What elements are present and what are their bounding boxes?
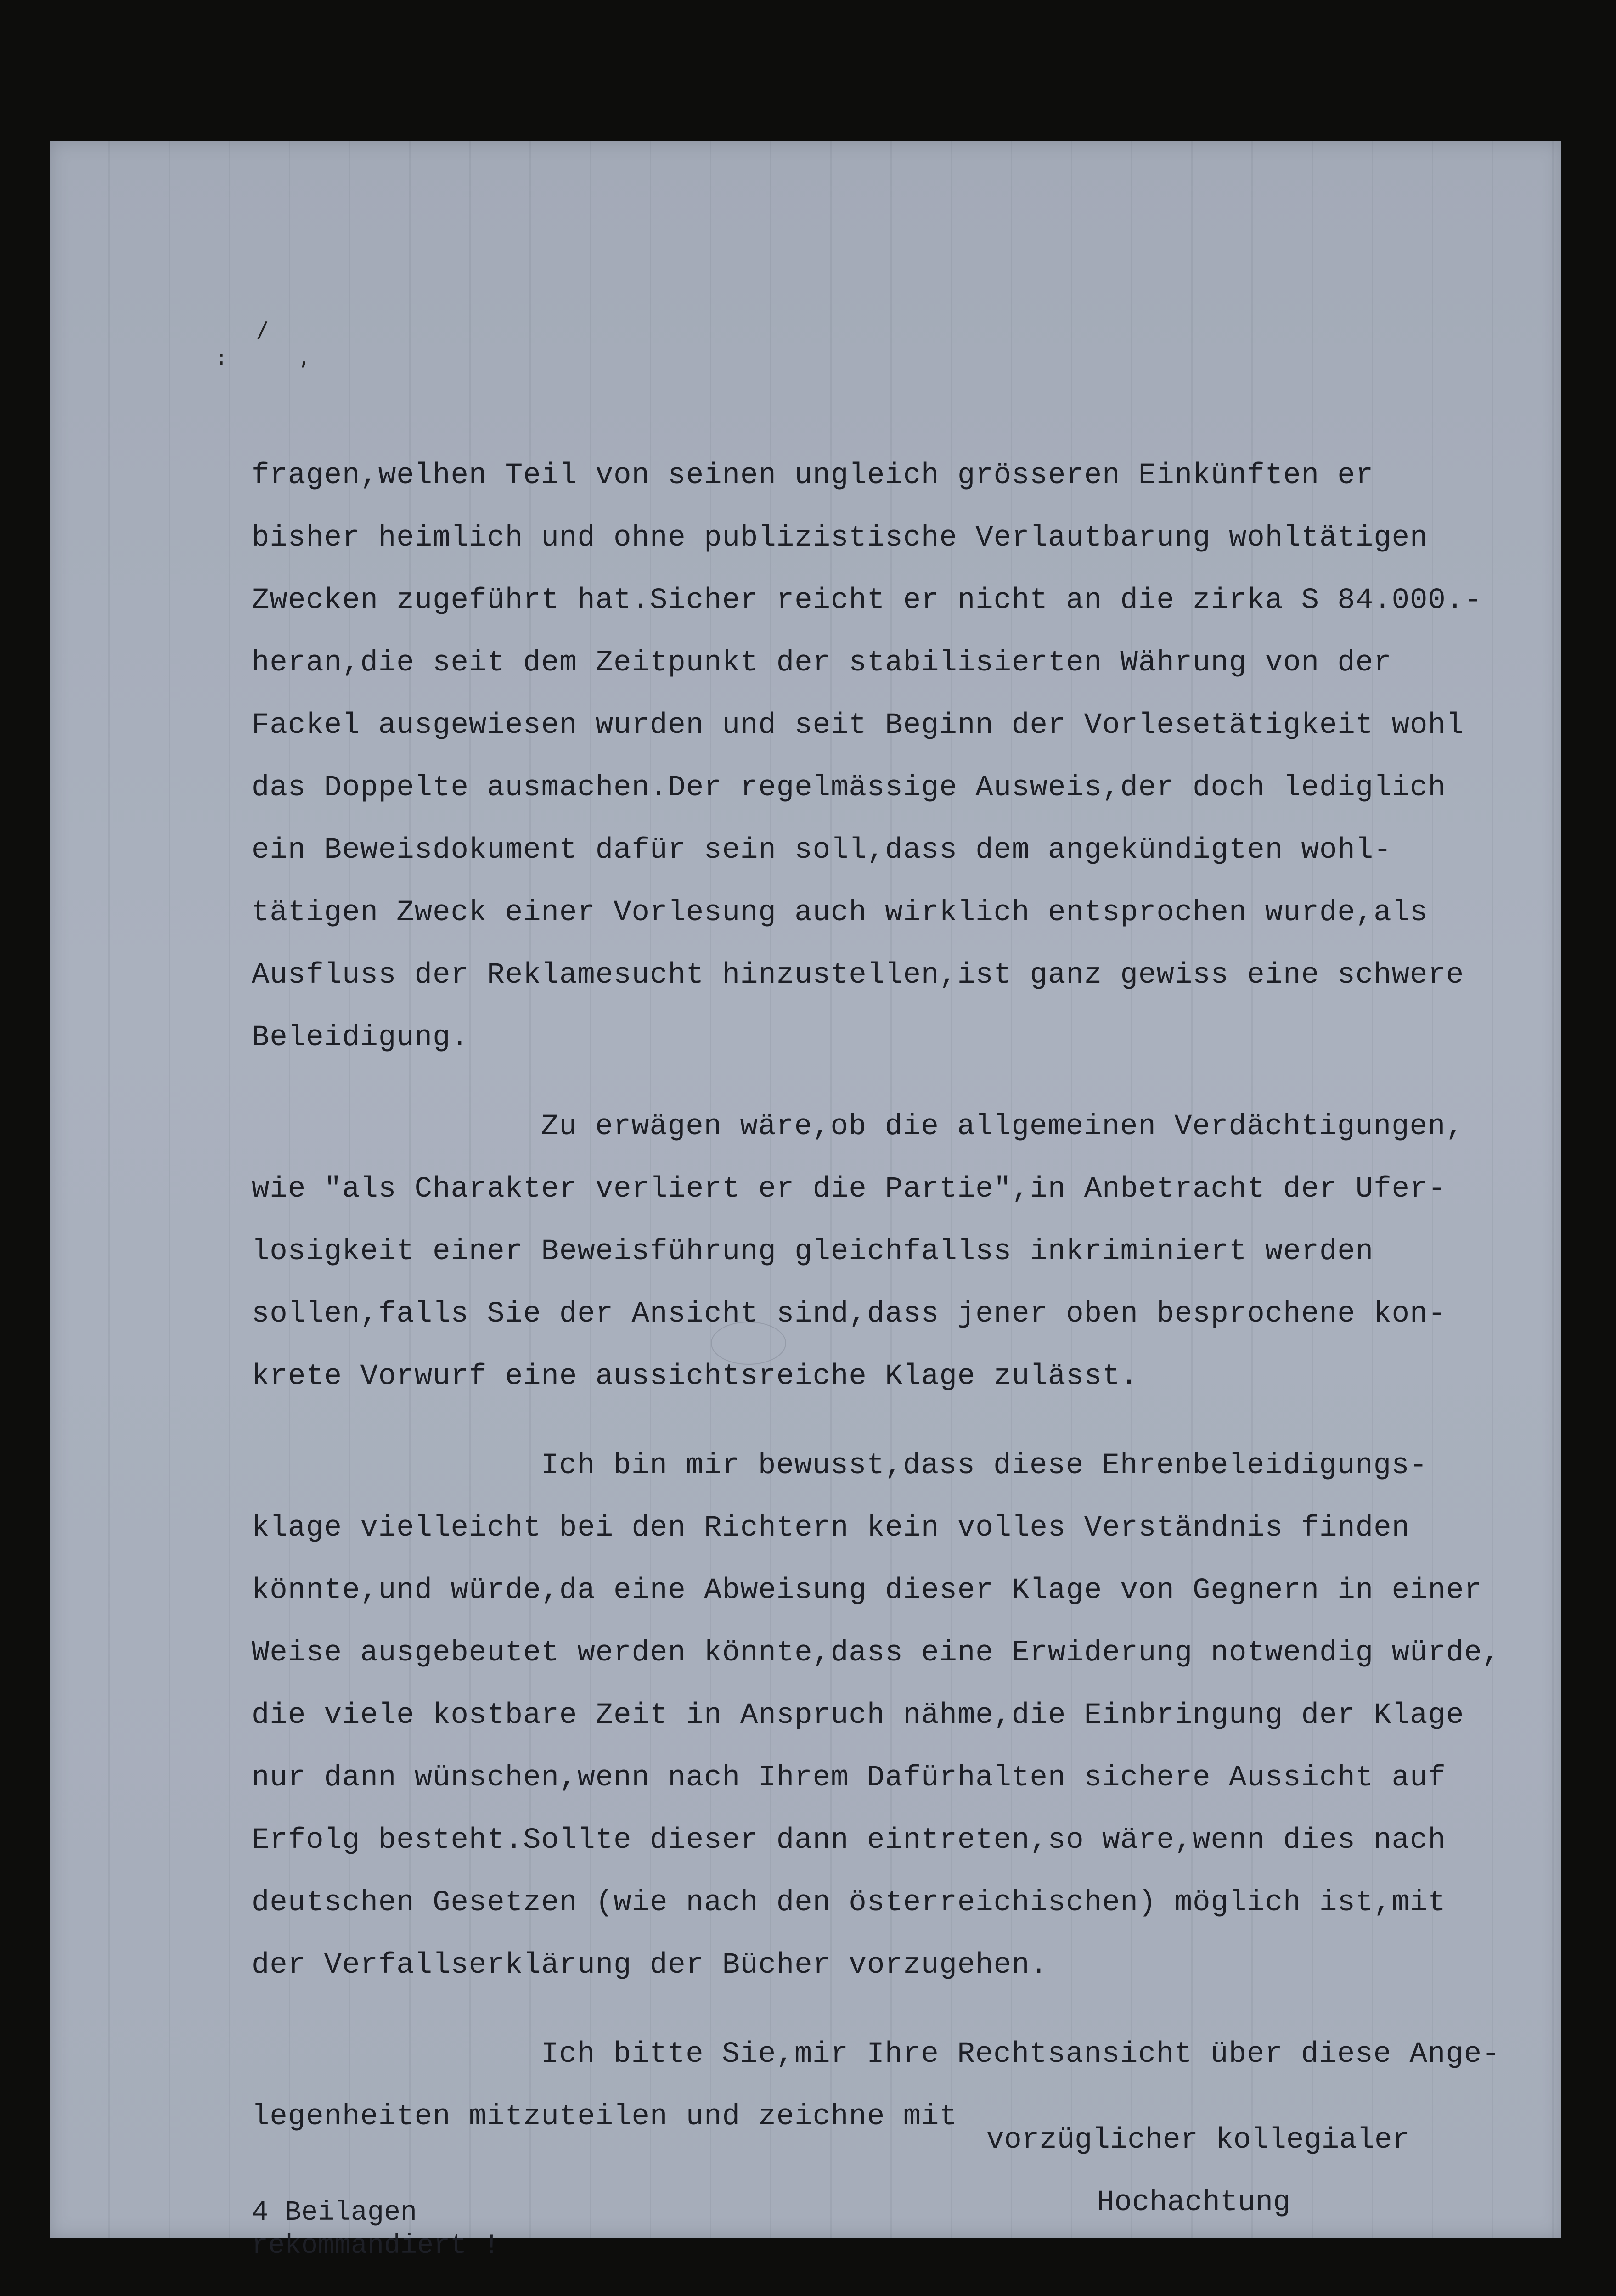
closing-line: Hochachtung [1097,2186,1291,2219]
text-line: das Doppelte ausmachen.Der regelmässige Ausweis,der doch lediglich [252,771,1446,805]
margin-mark: / [256,317,269,342]
text-line: nur dann wünschen,wenn nach Ihrem Dafürhalten sichere Aussicht auf [252,1761,1446,1795]
text-line: krete Vorwurf eine aussichtsreiche Klage zulässt. [252,1360,1138,1393]
text-line: sollen,falls Sie der Ansicht sind,dass jener oben besprochene kon- [252,1298,1446,1331]
text-line: bisher heimlich und ohne publizistische Verlautbarung wohltätigen [252,522,1428,555]
margin-mark: : [215,345,228,370]
text-line: Weise ausgebeutet werden könnte,dass eine Erwiderung notwendig würde, [252,1637,1501,1670]
text-line: Ich bin mir bewusst,dass diese Ehrenbeleidigungs- [541,1449,1428,1482]
text-line: Zu erwägen wäre,ob die allgemeinen Verdächtigungen, [541,1110,1464,1143]
closing-formula [986,2109,1410,2234]
text-line: tätigen Zweck einer Vorlesung auch wirklich entsprochen wurde,als [252,896,1428,929]
paragraph [252,1435,1583,1997]
text-line: Zwecken zugeführt hat.Sicher reicht er nicht an die zirka S 84.000.- [252,584,1482,617]
margin-marks [215,316,310,371]
closing-line: vorzüglicher kollegialer [986,2124,1410,2157]
margin-mark: , [298,345,310,370]
letter-page [50,141,1561,2262]
enclosures-note [252,2196,500,2262]
text-line: heran,die seit dem Zeitpunkt der stabilisierten Währung von der [252,647,1392,680]
paragraph-gap [252,1069,1583,1096]
letter-body [252,445,1583,2148]
text-line: Erfolg besteht.Sollte dieser dann eintreten,so wäre,wenn dies nach [252,1824,1446,1857]
text-line: könnte,und würde,da eine Abweisung dieser Klage von Gegnern in einer [252,1574,1482,1607]
text-line: Beleidigung. [252,1021,469,1054]
paragraph [252,445,1583,1069]
enclosure-line: rekommandiert ! [252,2230,500,2262]
text-line: wie "als Charakter verliert er die Partie",in Anbetracht der Ufer- [252,1173,1446,1206]
text-line: die viele kostbare Zeit in Anspruch nähme,die Einbringung der Klage [252,1699,1464,1732]
enclosure-line: 4 Beilagen [252,2197,417,2228]
text-line: fragen,welhen Teil von seinen ungleich grösseren Einkünften er [252,459,1374,492]
text-line: Ich bitte Sie,mir Ihre Rechtsansicht über diese Ange- [541,2038,1500,2071]
text-line: Ausfluss der Reklamesucht hinzustellen,ist ganz gewiss eine schwere [252,959,1464,992]
text-line: deutschen Gesetzen (wie nach den österreichischen) möglich ist,mit [252,1886,1446,1919]
text-line: Fackel ausgewiesen wurden und seit Beginn der Vorlesetätigkeit wohl [252,709,1464,742]
paragraph-gap [252,1997,1583,2023]
paragraph-gap [252,1408,1583,1435]
paragraph [252,1096,1583,1408]
text-line: klage vielleicht bei den Richtern kein volles Verständnis finden [252,1512,1410,1545]
text-line: ein Beweisdokument dafür sein soll,dass dem angekündigten wohl- [252,834,1392,867]
text-line: legenheiten mitzuteilen und zeichne mit [252,2100,957,2133]
text-line: der Verfallserklärung der Bücher vorzugehen. [252,1949,1048,1982]
text-line: losigkeit einer Beweisführung gleichfallss inkriminiert werden [252,1235,1374,1268]
